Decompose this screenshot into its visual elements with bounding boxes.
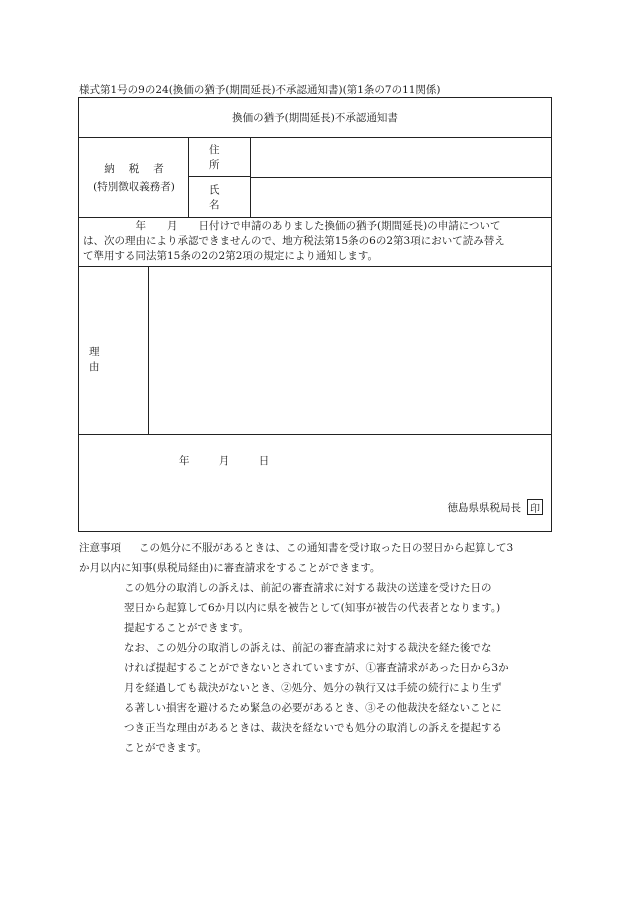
reason-field[interactable] xyxy=(149,266,551,434)
taxpayer-section xyxy=(79,137,551,218)
notice-form xyxy=(78,97,552,532)
issuer-title: 徳島県県税局長 xyxy=(447,502,521,514)
taxpayer-label-main: 納税者 xyxy=(104,163,178,175)
notes-line: か月以内に知事(県税局経由)に審査請求をすることができます。 xyxy=(79,562,381,574)
notice-line: 年 月 日付けで申請のありました換価の猶予(期間延長)の申請について xyxy=(83,220,501,232)
notes-line: 月を経過しても裁決がないとき、②処分、処分の執行又は手続の続行により生ず xyxy=(124,682,502,694)
notes-line: この処分の取消しの訴えは、前記の審査請求に対する裁決の送達を受けた日の xyxy=(124,582,492,594)
address-field[interactable] xyxy=(251,137,551,178)
date-year: 年 xyxy=(179,455,190,467)
footer-section xyxy=(79,434,551,531)
notes-heading: 注意事項 xyxy=(79,542,121,554)
notes-line: る著しい損害を避けるため緊急の必要があるとき、③その他裁決を経ないことに xyxy=(124,702,502,714)
reason-section xyxy=(79,266,551,435)
notes-line: 提起することができます。 xyxy=(124,622,250,634)
notice-line: は、次の理由により承認できませんので、地方税法第15条の6の2第3項において読み替え xyxy=(83,235,505,247)
notes-line: つき正当な理由があるときは、裁決を経ないでも処分の取消しの訴えを提起する xyxy=(124,722,502,734)
notes-line: この処分に不服があるときは、この通知書を受け取った日の翌日から起算して3 xyxy=(139,542,514,554)
address-label: 住所 xyxy=(189,137,251,177)
notes-line: ければ提起することができないとされていますが、①審査請求があった日から3か xyxy=(124,662,509,674)
seal-mark: 印 xyxy=(527,499,543,515)
notice-line: て準用する同法第15条の2の2第2項の規定により通知します。 xyxy=(83,250,379,262)
issue-date xyxy=(179,453,295,468)
name-label: 氏名 xyxy=(189,177,251,217)
reason-label-text: 理由 xyxy=(89,346,140,373)
notes-line: ことができます。 xyxy=(124,742,208,754)
notes-line: 翌日から起算して6か月以内に県を被告として(知事が被告の代表者となります。) xyxy=(124,602,501,614)
taxpayer-label-sub: (特別徴収義務者) xyxy=(93,181,175,193)
date-day: 日 xyxy=(258,455,270,467)
form-caption: 様式第1号の9の24(換価の猶予(期間延長)不承認通知書)(第1条の7の11関係) xyxy=(79,84,441,96)
form-title: 換価の猶予(期間延長)不承認通知書 xyxy=(79,98,551,138)
taxpayer-label xyxy=(79,137,189,217)
date-month: 月 xyxy=(218,455,230,467)
reason-label xyxy=(79,266,149,434)
name-field[interactable] xyxy=(251,177,551,217)
notes-line: なお、この処分の取消しの訴えは、前記の審査請求に対する裁決を経た後でな xyxy=(124,642,492,654)
notice-text xyxy=(79,217,551,267)
